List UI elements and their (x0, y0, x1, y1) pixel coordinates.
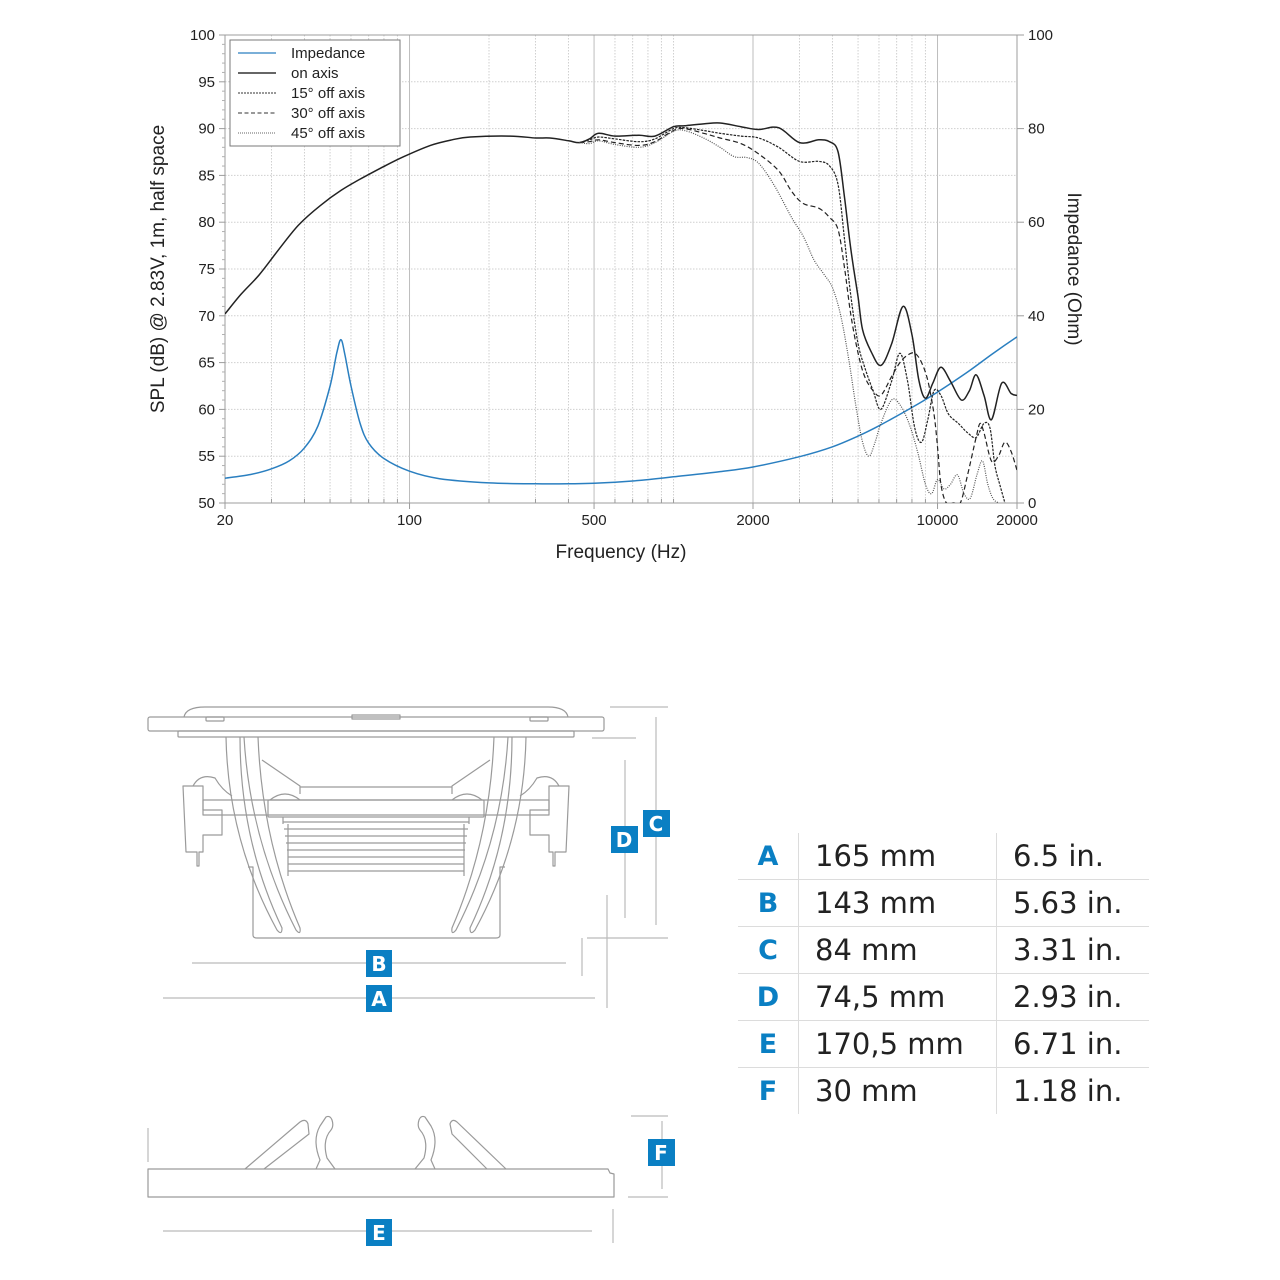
svg-text:20000: 20000 (996, 512, 1038, 529)
badge-f (648, 1139, 675, 1166)
chart-curves (225, 123, 1017, 505)
magnet-plate-bumps (270, 794, 482, 800)
y2-axis-title: Impedance (Ohm) (1063, 192, 1084, 346)
svg-text:100: 100 (1028, 27, 1054, 44)
legend-label-30-off-axis: 30° off axis (291, 105, 366, 122)
svg-text:A: A (371, 987, 387, 1011)
table-row (738, 974, 1149, 1021)
svg-text:60: 60 (198, 401, 215, 419)
dimension-letter: D (738, 974, 799, 1021)
dimension-letter: C (738, 927, 799, 974)
dimensions-table (738, 833, 1149, 1114)
x-axis-title: Frequency (Hz) (555, 542, 687, 563)
legend-label-15-off-axis: 15° off axis (291, 85, 366, 102)
legend-label-45-off-axis: 45° off axis (291, 125, 366, 142)
terminal-left (183, 786, 222, 866)
frequency-response-chart (0, 0, 1280, 580)
table-row (738, 833, 1149, 880)
basket-ring-right (452, 760, 490, 794)
svg-text:0: 0 (1028, 495, 1037, 512)
curve-30-off-axis (579, 128, 1017, 505)
svg-text:D: D (615, 828, 633, 852)
svg-text:60: 60 (1028, 214, 1045, 232)
magnet-plate (203, 800, 549, 815)
legend-label-impedance: Impedance (291, 45, 366, 62)
speaker-dimension-drawing (0, 680, 720, 1280)
svg-text:65: 65 (198, 354, 215, 372)
frame-leg-left-outer (226, 737, 282, 933)
dimension-mm: 84 mm (799, 927, 997, 974)
table-row (738, 880, 1149, 927)
svg-text:70: 70 (198, 307, 215, 325)
svg-text:55: 55 (198, 448, 215, 466)
svg-text:50: 50 (198, 495, 215, 512)
dimension-inches: 2.93 in. (997, 974, 1150, 1021)
svg-text:F: F (654, 1141, 668, 1165)
curve-on-axis (225, 123, 1017, 420)
grille-clip-2 (316, 1116, 335, 1169)
grille-clip-4 (450, 1120, 506, 1169)
dimension-mm: 165 mm (799, 833, 997, 880)
curve-impedance (225, 337, 1017, 484)
svg-text:2000: 2000 (736, 512, 770, 529)
svg-text:75: 75 (198, 261, 215, 278)
grille-clip-3 (415, 1116, 435, 1169)
dimension-letter: E (738, 1021, 799, 1068)
svg-text:85: 85 (198, 167, 215, 185)
magnet-fins (283, 817, 469, 876)
badge-e (366, 1219, 392, 1246)
svg-text:80: 80 (198, 214, 215, 232)
svg-text:20: 20 (216, 512, 234, 529)
frame-flange-lower (178, 731, 574, 737)
svg-text:100: 100 (189, 27, 215, 44)
magnet-base (248, 867, 505, 938)
svg-text:95: 95 (198, 73, 215, 91)
table-row (738, 1068, 1149, 1115)
dimension-letter: F (738, 1068, 799, 1115)
table-row (738, 1021, 1149, 1068)
table-row (738, 927, 1149, 974)
svg-text:40: 40 (1028, 307, 1045, 325)
badge-b (366, 950, 392, 977)
svg-text:80: 80 (1028, 120, 1045, 138)
svg-text:E: E (372, 1221, 386, 1245)
badge-a (366, 985, 392, 1012)
dimension-inches: 1.18 in. (997, 1068, 1150, 1115)
svg-text:500: 500 (581, 512, 607, 529)
svg-text:C: C (648, 812, 664, 836)
frame-leg-right-outer (470, 737, 526, 933)
curve-15-off-axis (579, 127, 1005, 503)
dimension-inches: 3.31 in. (997, 927, 1150, 974)
dimension-inches: 6.71 in. (997, 1021, 1150, 1068)
curve-45-off-axis (579, 130, 998, 503)
dimension-mm: 143 mm (799, 880, 997, 927)
basket-ring-left (262, 760, 300, 794)
dimension-letter: A (738, 833, 799, 880)
svg-text:20: 20 (1028, 401, 1045, 419)
dimension-mm: 170,5 mm (799, 1021, 997, 1068)
dimension-inches: 5.63 in. (997, 880, 1150, 927)
svg-text:100: 100 (397, 512, 423, 529)
svg-text:10000: 10000 (916, 512, 959, 529)
terminal-right (530, 786, 569, 866)
badge-d (611, 826, 638, 853)
dimension-letter: B (738, 880, 799, 927)
dimension-inches: 6.5 in. (1013, 839, 1104, 873)
svg-text:B: B (371, 952, 387, 976)
badge-c (643, 810, 670, 837)
y-axis-title: SPL (dB) @ 2.83V, 1m, half space (148, 124, 169, 414)
grille-clip-1 (245, 1120, 309, 1169)
dimension-mm: 30 mm (799, 1068, 997, 1115)
legend-label-on-axis: on axis (291, 65, 339, 82)
dimension-mm: 74,5 mm (799, 974, 997, 1021)
svg-text:90: 90 (198, 120, 215, 138)
grille-profile-body (148, 1169, 614, 1197)
chart-legend (230, 40, 400, 146)
